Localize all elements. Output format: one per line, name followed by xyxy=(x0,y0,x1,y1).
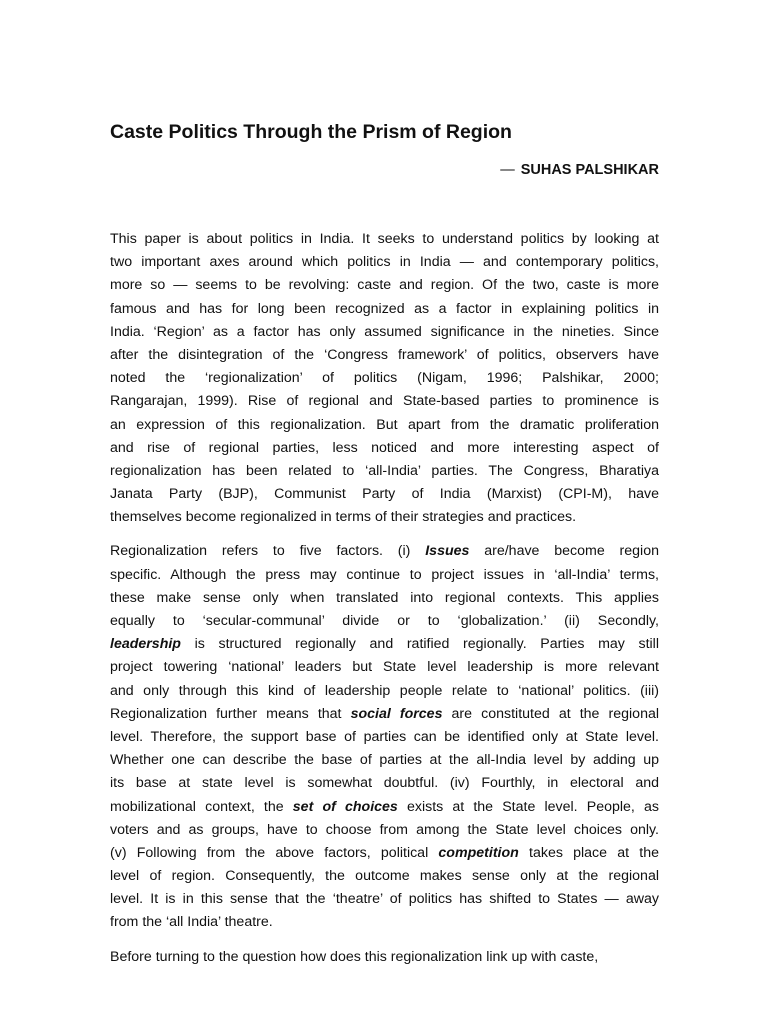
text-run: are/have become region xyxy=(469,543,659,560)
text-run: these make sense only when translated into regional contexts. This applies xyxy=(110,589,659,606)
text-line xyxy=(110,506,659,529)
text-run: level. Therefore, the support base of parties can be identified only at State level. xyxy=(110,728,659,745)
text-run: is structured regionally and ratified regionally. Parties may still xyxy=(180,636,659,653)
text-line xyxy=(110,460,659,483)
text-run: Rangarajan, 1999). Rise of regional and State-based parties to prominence is xyxy=(110,393,659,410)
text-line xyxy=(110,251,659,274)
emphasized-term: social forces xyxy=(350,705,443,722)
text-line xyxy=(110,656,659,679)
text-run: and rise of regional parties, less noticed and more interesting aspect of xyxy=(110,439,659,456)
text-run: two important axes around which politics in India — and contemporary politics, xyxy=(110,254,659,271)
text-run: level of region. Consequently, the outcome makes sense only at the regional xyxy=(110,868,659,885)
text-run: Regionalization further means that xyxy=(110,705,351,722)
text-run: level. It is in this sense that the ‘theatre’ of politics has shifted to States — away xyxy=(110,891,659,908)
author-name: SUHAS PALSHIKAR xyxy=(520,162,659,178)
text-line xyxy=(110,437,659,460)
paper-title: Caste Politics Through the Prism of Region xyxy=(110,121,512,143)
text-line xyxy=(110,587,659,610)
text-run: Janata Party (BJP), Communist Party of India (Marxist) (CPI-M), have xyxy=(110,486,659,503)
text-line xyxy=(110,228,659,251)
text-line xyxy=(110,703,659,726)
emphasized-term: Issues xyxy=(425,543,470,560)
text-run: after the disintegration of the ‘Congress framework’ of politics, observers have xyxy=(110,346,659,363)
text-run: takes place at the xyxy=(518,844,659,861)
text-run: equally to ‘secular-communal’ divide or to ‘globalization.’ (ii) Secondly, xyxy=(110,613,659,629)
text-run: mobilizational context, the xyxy=(110,798,293,815)
text-line xyxy=(110,888,659,911)
text-line xyxy=(110,796,659,819)
text-line xyxy=(110,321,659,344)
emphasized-term: set of choices xyxy=(292,798,398,815)
author-line xyxy=(380,159,659,181)
text-run: (v) Following from the above factors, political xyxy=(110,844,439,861)
text-run: voters and as groups, have to choose from among the State level choices only. xyxy=(110,821,659,838)
text-line xyxy=(110,390,659,413)
text-run: and only through this kind of leadership people relate to ‘national’ politics. (iii) xyxy=(110,682,659,699)
text-line xyxy=(110,865,659,888)
text-line xyxy=(110,680,659,703)
text-run: are constituted at the regional xyxy=(442,705,659,722)
text-run: exists at the State level. People, as xyxy=(397,798,659,815)
text-run: This paper is about politics in India. It seeks to understand politics by looking at xyxy=(110,231,659,247)
paragraph xyxy=(110,228,659,529)
author-dash: — xyxy=(500,162,515,178)
text-line xyxy=(110,483,659,506)
text-line xyxy=(110,564,659,587)
text-run: regionalization has been related to ‘all-India’ parties. The Congress, Bharatiya xyxy=(110,462,659,479)
text-run: more so — seems to be revolving: caste and region. Of the two, caste is more xyxy=(110,277,659,294)
paragraph xyxy=(110,540,659,934)
text-run: project towering ‘national’ leaders but State level leadership is more relevant xyxy=(110,659,659,676)
emphasized-term: leadership xyxy=(110,636,181,653)
paragraph xyxy=(110,946,659,969)
text-run: specific. Although the press may continue to project issues in ‘all-India’ terms, xyxy=(110,566,659,583)
text-run: noted the ‘regionalization’ of politics (Nigam, 1996; Palshikar, 2000; xyxy=(110,370,659,387)
text-line xyxy=(110,749,659,772)
text-run: themselves become regionalized in terms of their strategies and practices. xyxy=(110,509,577,526)
text-run: from the ‘all India’ theatre. xyxy=(110,914,273,931)
text-line xyxy=(110,540,659,563)
text-line xyxy=(110,911,659,934)
text-line xyxy=(110,414,659,437)
text-line xyxy=(110,772,659,795)
text-line xyxy=(110,274,659,297)
text-run: Before turning to the question how does this regionalization link up with caste, xyxy=(110,948,599,965)
text-line xyxy=(110,610,659,633)
text-run: an expression of this regionalization. But apart from the dramatic proliferation xyxy=(110,416,659,433)
text-line xyxy=(110,367,659,390)
text-line xyxy=(110,726,659,749)
body-text xyxy=(110,228,659,980)
text-run: India. ‘Region’ as a factor has only assumed significance in the nineties. Since xyxy=(110,323,659,340)
text-run: famous and has for long been recognized as a factor in explaining politics in xyxy=(110,300,659,317)
text-run: Regionalization refers to five factors. (i) xyxy=(110,543,426,560)
text-line xyxy=(110,819,659,842)
text-run: its base at state level is somewhat doubtful. (iv) Fourthly, in electoral and xyxy=(110,775,659,792)
text-line xyxy=(110,344,659,367)
text-line xyxy=(110,842,659,865)
text-line xyxy=(110,298,659,321)
text-line xyxy=(110,946,659,969)
emphasized-term: competition xyxy=(438,844,519,861)
text-run: Whether one can describe the base of parties at the all-India level by adding up xyxy=(110,752,659,769)
text-line xyxy=(110,633,659,656)
